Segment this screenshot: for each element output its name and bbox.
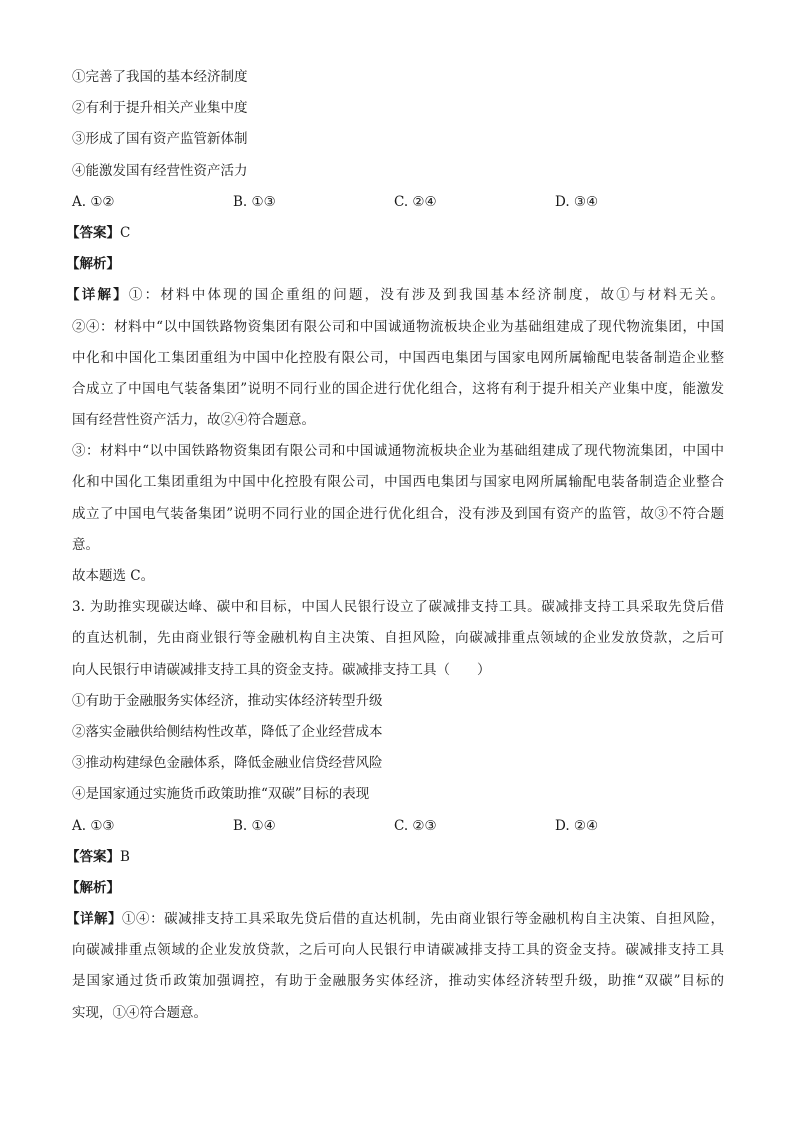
q2-detail-tag: 【详解】 (66, 287, 129, 304)
q2-detail-line-9: 意。 (72, 536, 99, 553)
q3-choices (72, 811, 724, 842)
q2-conclusion: 故本题选 C。 (72, 568, 155, 584)
q2-option-4: ④能激发国有经营性资产活力 (72, 162, 248, 179)
q3-choice-b: B. ①④ (233, 817, 276, 834)
q2-choice-c: C. ②④ (394, 193, 437, 210)
q3-option-3: ③推动构建绿色金融体系，降低金融业信贷经营风险 (72, 755, 383, 772)
q2-answer-tag: 【答案】 (66, 224, 120, 241)
q2-detail-line-5: 国有经营性资产活力，故②④符合题意。 (72, 412, 315, 429)
q3-detail-tag: 【详解】 (66, 911, 123, 928)
q3-option-2: ②落实金融供给侧结构性改革，降低了企业经营成本 (72, 723, 383, 740)
q2-detail-line-3: 中化和中国化工集团重组为中国中化控股有限公司，中国西电集团与国家电网所属输配电装备制造企业整 (72, 349, 724, 366)
q2-detail-line-4: 合成立了中国电气装备集团”说明不同行业的国企进行优化组合，这将有利于提升相关产业集中度，能激发 (72, 380, 724, 397)
q2-choices (72, 187, 724, 218)
q3-detail-line-3: 是国家通过货币政策加强调控，有助于金融服务实体经济，推动实体经济转型升级，助推“双碳”目标的 (72, 973, 724, 990)
q3-choice-c: C. ②③ (394, 817, 437, 834)
q3-option-1: ①有助于金融服务实体经济，推动实体经济转型升级 (72, 692, 383, 709)
q2-option-2: ②有利于提升相关产业集中度 (72, 100, 248, 117)
q2-choice-b: B. ①③ (233, 193, 276, 210)
q2-analysis-heading (66, 249, 724, 280)
q3-answer-tag: 【答案】 (66, 848, 120, 865)
q2-detail-text-1: ①：材料中体现的国企重组的问题，没有涉及到我国基本经济制度，故①与材料无关。 (128, 287, 724, 304)
q3-detail-line-4: 实现，①④符合题意。 (72, 1004, 207, 1021)
q2-choice-d: D. ③④ (555, 193, 599, 210)
q3-detail-line-1 (66, 904, 724, 935)
q2-option-1: ①完善了我国的基本经济制度 (72, 69, 248, 85)
q2-answer (66, 218, 724, 249)
q3-detail-line-2: 向碳减排重点领域的企业发放贷款，之后可向人民银行申请碳减排支持工具的资金支持。碳减排支持工具 (72, 942, 724, 959)
q3-choice-d: D. ②④ (555, 817, 599, 834)
q2-answer-value: C (120, 224, 131, 241)
q2-analysis-tag: 【解析】 (66, 256, 120, 273)
q2-option-3: ③形成了国有资产监管新体制 (72, 131, 248, 148)
q2-detail-line-1 (66, 280, 724, 311)
q2-options (72, 62, 724, 187)
q2-detail-line-7: 化和中国化工集团重组为中国中化控股有限公司，中国西电集团与国家电网所属输配电装备制造企业整合 (72, 474, 724, 491)
q3-stem-line-3: 向人民银行申请碳减排支持工具的资金支持。碳减排支持工具（ ） (72, 661, 491, 678)
q3-analysis-tag: 【解析】 (66, 879, 120, 896)
q3-options (72, 686, 724, 811)
q3-option-4: ④是国家通过实施货币政策助推“双碳”目标的表现 (72, 786, 370, 803)
q2-detail-line-6: ③：材料中“以中国铁路物资集团有限公司和中国诚通物流板块企业为基础组建成了现代物流集团，中国中 (72, 443, 724, 460)
q3-stem-line-1: 3. 为助推实现碳达峰、碳中和目标，中国人民银行设立了碳减排支持工具。碳减排支持工具采取先贷后借 (72, 599, 724, 616)
q3-answer (66, 842, 724, 873)
q3-analysis-heading (66, 873, 724, 904)
document-page (66, 62, 724, 1029)
q3-choice-a: A. ①③ (72, 817, 115, 834)
q2-choice-a: A. ①② (72, 193, 115, 210)
q3-detail-text-1: ①④：碳减排支持工具采取先贷后借的直达机制，先由商业银行等金融机构自主决策、自担风险， (122, 911, 724, 928)
q2-detail-line-8: 成立了中国电气装备集团”说明不同行业的国企进行优化组合，没有涉及到国有资产的监管，故③不符合题 (72, 505, 724, 522)
q3-stem-line-2: 的直达机制，先由商业银行等金融机构自主决策、自担风险，向碳减排重点领域的企业发放贷款，之后可 (72, 630, 724, 647)
q2-detail-line-2: ②④：材料中“以中国铁路物资集团有限公司和中国诚通物流板块企业为基础组建成了现代物流集团，中国 (72, 318, 724, 335)
q3-answer-value: B (120, 848, 130, 865)
